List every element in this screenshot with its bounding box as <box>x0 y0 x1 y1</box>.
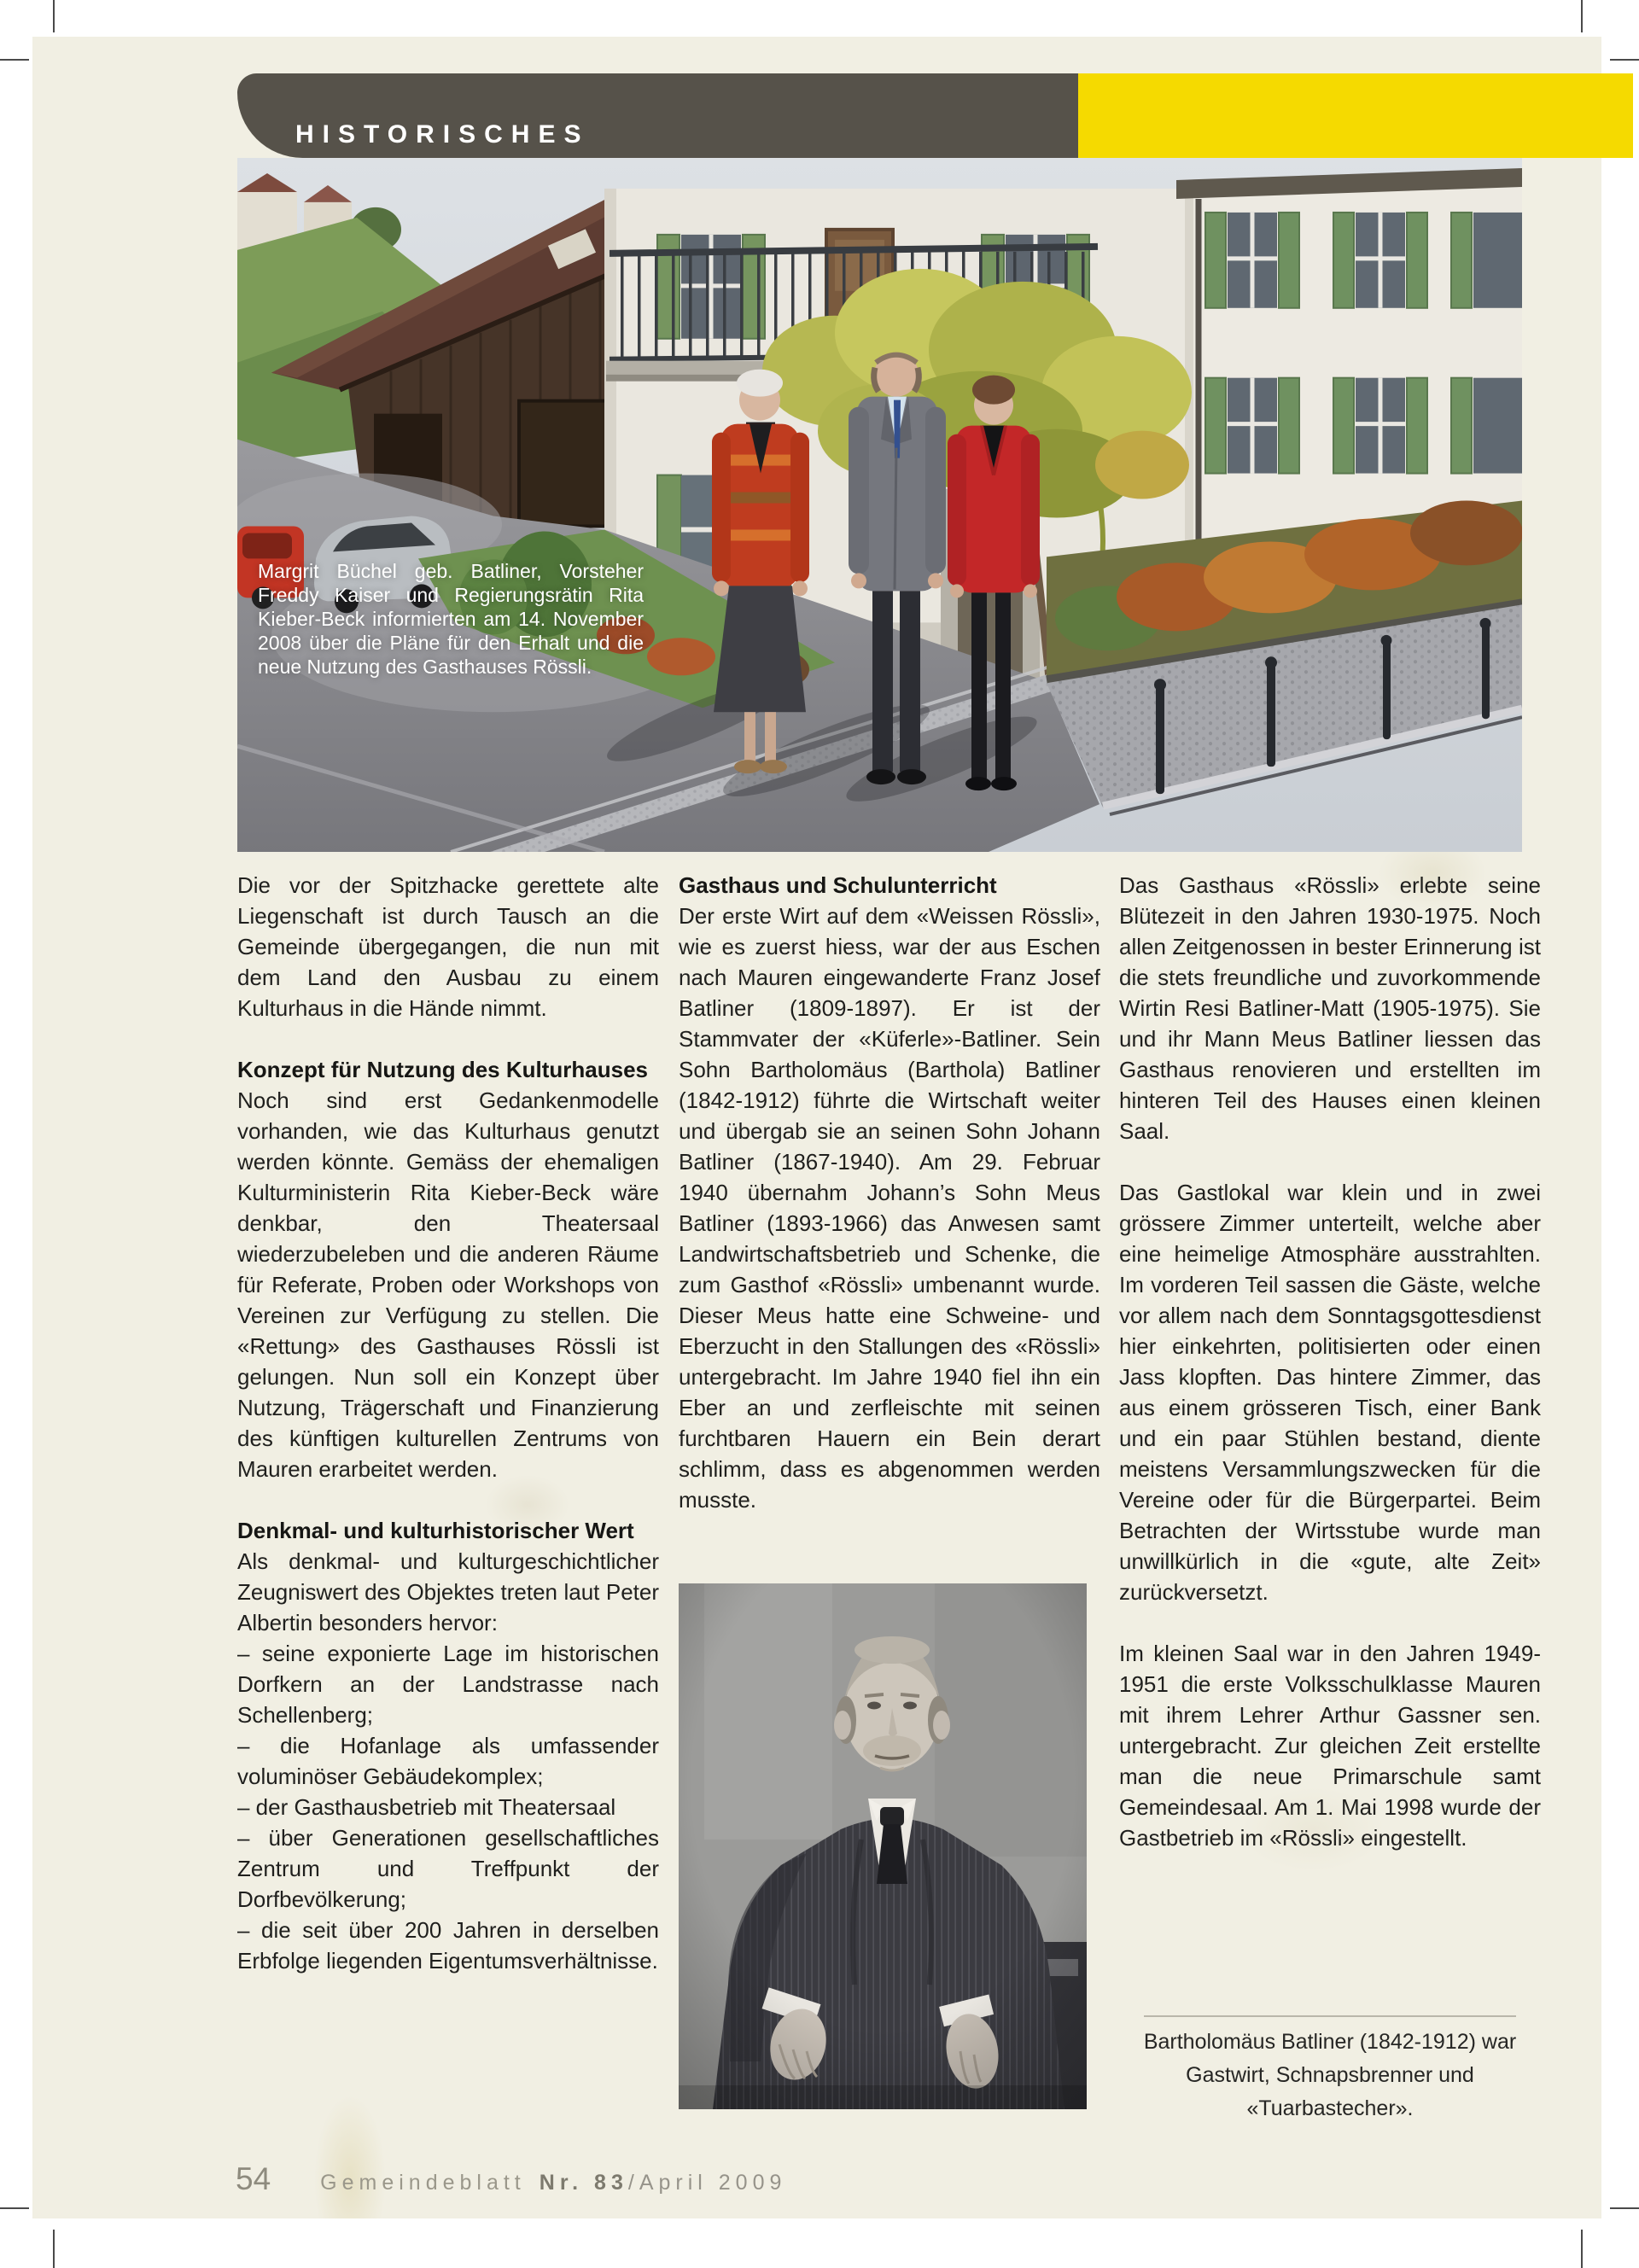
intro-paragraph: Die vor der Spitzhacke gerettete alte Liegenschaft ist durch Tausch an die Gemeinde übergegangen, die nun mit dem Land den Ausbau zu einem Kulturhaus in die Hände nimmt. <box>237 872 659 1021</box>
caption-rule <box>1144 2015 1516 2017</box>
paragraph: Der erste Wirt auf dem «Weissen Rössli», wie es zuerst hiess, war der aus Eschen nach Mauren eingewanderte Franz Josef Batliner (1809-1897). Er ist der Stammvater der «Küferle»-Batliner. Sein Sohn Bartholomäus (Barthola) Batliner (1842-1912) führte die Wirtschaft weiter und übergab sie an seinen Sohn Johann Batliner (1867-1940). Am 29. Februar 1940 übernahm Johann’s Sohn Meus Batliner (1893-1966) das Anwesen samt Landwirtschaftsbetrieb und Schenke, die zum Gasthof «Rössli» umbenannt wurde. Dieser Meus hatte eine Schweine- und Eberzucht in den Stallungen des «Rössli» untergebracht. Im Jahre 1940 fiel ihn ein Eber an und zerfleischte mit seinen furchtbaren Hauern ein Bein derart schlimm, dass es abgenommen werden musste. <box>679 903 1100 1513</box>
article-column-2 <box>679 870 1100 1515</box>
hero-photo <box>237 158 1522 852</box>
heading-konzept: Konzept für Nutzung des Kulturhauses <box>237 1057 648 1082</box>
portrait-caption-block <box>1119 2015 1541 2125</box>
page-footer <box>236 2162 786 2196</box>
paragraph: Das Gasthaus «Rössli» erlebte seine Blütezeit in den Jahren 1930-1975. Noch allen Zeitgenossen in bester Erinnerung ist die stets freundliche und zuvorkommende Wirtin Resi Batliner-Matt (1905-1975). Sie und ihr Mann Meus Batliner liessen das Gasthaus renovieren und erstellten im hinteren Teil des Hauses einen kleinen Saal. <box>1119 872 1541 1144</box>
list-item: – die Hofanlage als umfassender voluminöser Gebäudekomplex; <box>237 1733 659 1789</box>
footer-issue-number: Nr. 83 <box>539 2171 628 2195</box>
article-column-1 <box>237 870 659 1976</box>
list-item: – seine exponierte Lage im historischen Dorfkern an der Landstrasse nach Schellenberg; <box>237 1641 659 1728</box>
paragraph: Im kleinen Saal war in den Jahren 1949-1951 die erste Volksschulklasse Mauren mit ihrem Lehrer Arthur Gassner sen. untergebracht. Zur gleichen Zeit erstellte man die neue Primarschule samt Gemeindesaal. Am 1. Mai 1998 wurde der Gastbetrieb im «Rössli» eingestellt. <box>1119 1641 1541 1851</box>
section-title: HISTORISCHES <box>295 120 590 149</box>
portrait-photo-illustration <box>679 1583 1087 2109</box>
crop-mark <box>53 2230 55 2268</box>
crop-mark <box>1610 2207 1639 2209</box>
article-column-3 <box>1119 870 1541 1853</box>
footer-publication: Gemeindeblatt <box>320 2171 526 2195</box>
paragraph: Das Gastlokal war klein und in zwei grössere Zimmer unterteilt, welche aber eine heimelige Atmosphäre ausstrahlten. Im vorderen Teil sassen die Gäste, welche vor allem nach dem Sonntagsgottesdienst hier einkehrten, politisierten oder einen Jass klopften. Das hintere Zimmer, das aus einem grösseren Tisch, einer Bank und ein paar Stühlen bestand, diente meistens Versammlungszwecken für die Vereine oder für die Bürgerpartei. Beim Betrachten der Wirtsstube wurde man unwillkürlich in die «gute, alte Zeit» zurückversetzt. <box>1119 1180 1541 1605</box>
section-banner <box>237 73 1078 158</box>
crop-mark <box>1581 0 1583 32</box>
crop-mark <box>53 0 55 32</box>
hero-photo-caption: Margrit Büchel geb. Batliner, Vorsteher Freddy Kaiser und Regierungsrätin Rita Kieber-Beck informierten am 14. November 2008 über die Pläne für den Erhalt und die neue Nutzung des Gasthauses Rössli. <box>258 560 644 678</box>
list-item: – die seit über 200 Jahren in derselben Erbfolge liegenden Eigentumsverhältnisse. <box>237 1917 659 1974</box>
magazine-page <box>32 37 1601 2218</box>
accent-yellow-block <box>1078 73 1633 158</box>
crop-mark <box>1581 2230 1583 2268</box>
paragraph: Als denkmal- und kulturgeschichtlicher Zeugniswert des Objektes treten laut Peter Albertin besonders hervor: <box>237 1548 659 1635</box>
list-item: – der Gasthausbetrieb mit Theatersaal <box>237 1794 616 1820</box>
hero-photo-illustration <box>237 158 1522 852</box>
crop-mark <box>0 59 29 61</box>
list-item: – über Generationen gesellschaftliches Zentrum und Treffpunkt der Dorfbevölkerung; <box>237 1825 659 1912</box>
crop-mark <box>1610 59 1639 61</box>
heading-denkmal: Denkmal- und kulturhistorischer Wert <box>237 1518 634 1543</box>
heading-gasthaus: Gasthaus und Schulunterricht <box>679 872 997 898</box>
portrait-photo-caption: Bartholomäus Batliner (1842-1912) war Gastwirt, Schnapsbrenner und «Tuarbastecher». <box>1143 2030 1517 2120</box>
paragraph: Noch sind erst Gedankenmodelle vorhanden, wie das Kulturhaus genutzt werden könnte. Gemäss der ehemaligen Kulturministerin Rita Kieber-Beck wäre denkbar, den Theatersaal wiederzubeleben und die anderen Räume für Referate, Proben oder Workshops von Vereinen zur Verfügung zu stellen. Die «Rettung» des Gasthauses Rössli ist gelungen. Nun soll ein Konzept über Nutzung, Trägerschaft und Finanzierung des künftigen kulturellen Zentrums von Mauren erarbeitet werden. <box>237 1087 659 1482</box>
page-number: 54 <box>236 2161 271 2196</box>
portrait-photo <box>679 1583 1087 2109</box>
footer-issue-date: /April 2009 <box>627 2171 787 2195</box>
crop-mark <box>0 2207 29 2209</box>
